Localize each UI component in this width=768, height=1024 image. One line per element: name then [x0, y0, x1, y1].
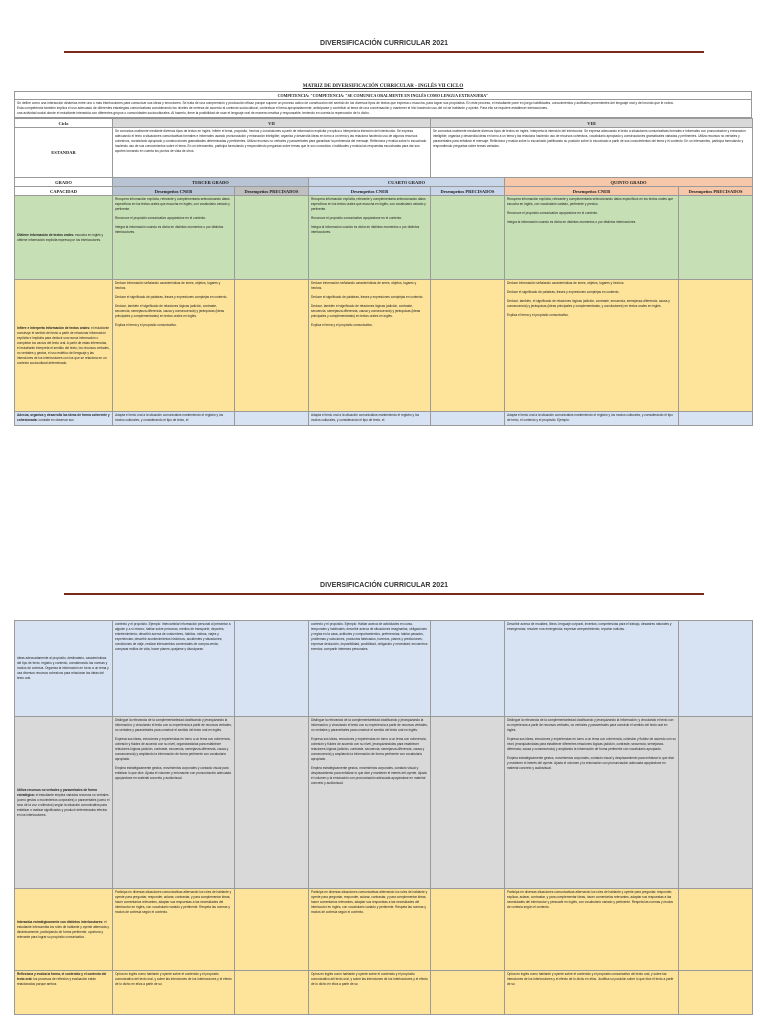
capacidad-6-title: Reflexiona y evalúa la forma, el contenido y el contexto del texto oral:: [17, 972, 107, 981]
grado-label: GRADO: [15, 178, 113, 187]
cap1-g3-item: Integra la información cuando es dicha en distintos momentos o por distintos interlocutores.: [115, 225, 224, 234]
grado-tercero: TERCER GRADO: [113, 178, 309, 187]
matrix-table: [14, 118, 753, 426]
cap4-g5-item: Expresa sus ideas, emociones y experiencias en torno a un tema con coherencia, cohesión y fluidez de acuerdo con su nivel, jerarquizándolas para establecer diferentes relaciones lógicas (adición, contraste, secuencia, semejanza-diferencia, causa y consecuencia) y ampliando la información de forma pertinente con vocabulario apropiado.: [507, 737, 676, 751]
cap2-g3-item: Deduce el significado de palabras, frases y expresiones complejas en contexto.: [115, 295, 228, 299]
cap2-g5-item: Deduce el significado de palabras, frases y expresiones complejas en contexto.: [507, 290, 620, 294]
cap1-g3-item: Recupera información explícita, relevante y complementaria seleccionando datos específicos en los textos orales que escucha en inglés, con vocabulario variado y pertinente.: [115, 197, 230, 211]
cap5-g4-cneb: Participa en diversas situaciones comunicativas alternando los roles de hablante y oyente para preguntar, responder, aclarar, contrastar, y para complementar ideas, hacer comentarios relevantes, adaptar sus respuestas a las necesidades del interlocutor en inglés, con vocabulario variado y pertinente. Respeta las normas y modos de cortesía según el contexto.: [309, 889, 431, 971]
capacidad-1: [15, 196, 113, 280]
capacidad-6: [15, 971, 113, 1015]
cap4-g3-precisados: [235, 717, 309, 889]
cap4-g4-item: Expresa sus ideas, emociones y experiencias en torno a un tema con coherencia, cohesión y fluidez de acuerdo con su nivel, jerarquizándolas para establecer relaciones lógicas (adición, contraste, secuencia, semejanza-diferencia, causa y consecuencia) y ampliando la información de forma pertinente con vocabulario apropiado.: [311, 737, 427, 761]
cap5-g5-precisados: [679, 889, 753, 971]
cap3-g4-cneb: Adapta el texto oral a la situación comunicativa manteniendo el registro y los modos culturales, y considerando el tipo de texto, el: [309, 412, 431, 426]
matrix-title: MATRIZ DE DIVERSIFICACIÓN CURRICULAR - INGLÉS VII CICLO: [302, 84, 464, 89]
cap4-g4-cneb: [309, 717, 431, 889]
cap3-g4-precisados: [431, 412, 505, 426]
capacidad-4: [15, 717, 113, 889]
document-page-2: [0, 512, 768, 1024]
desempenos-precisados-g4: Desempeños PRECISADOS: [431, 187, 505, 196]
cap6-g3-precisados: [235, 971, 309, 1015]
capacidad-6-desc: los procesos de reflexión y evaluación están relacionados porque ambos: [17, 977, 96, 986]
capacidad-4-desc: el estudiante emplea variados recursos no verbales (como gestos o movimientos corporales) o paraverbales (como el tono de la voz o silencios) según la situación comunicativa para enfatizar o matizar significados y producir determinados efectos en los interlocutores.: [17, 792, 110, 817]
cap5-g4-precisados: [431, 889, 505, 971]
cap1-g3-precisados: [235, 196, 309, 280]
cap3-g3-cneb: Adapta el texto oral a la situación comunicativa manteniendo el registro y los modos culturales, y considerando el tipo de texto, el: [113, 412, 235, 426]
cap2-g5-item: Explica el tema y el propósito comunicativo.: [507, 313, 569, 317]
ciclo-label: Ciclo: [15, 119, 113, 128]
capacidad-3-cont: ideas adecuadamente al propósito, destinatario, características del tipo de texto, registro y contexto, considerando las normas y modos de cortesía. Organiza la información en torno a un tema y usa diversos recursos cohesivos para relacionar las ideas del texto oral.: [15, 621, 113, 717]
desempenos-precisados-g5: Desempeños PRECISADOS: [679, 187, 753, 196]
capacidad-label: CAPACIDAD: [15, 187, 113, 196]
cap1-g5-cneb: [505, 196, 679, 280]
desempenos-precisados-g3: Desempeños PRECISADOS: [235, 187, 309, 196]
cap3-g5-precisados: [679, 412, 753, 426]
cap2-g4-cneb: [309, 280, 431, 412]
cap2-g3-item: Deduce información señalando características de seres, objetos, lugares y hechos.: [115, 281, 221, 290]
intro-paragraph-2: Esta competencia también implica el uso adecuado de diferentes estrategias comunicativas considerando los niveles de certeza de acuerdo al contexto sociocultural, contextuar el tema apropiadamente, anticiparse y contribuir al tema de una conversación y mantener el hilo haciendo uso del rol de hablante y oyente. Para ello se requiere establecer interacciones.: [17, 106, 548, 110]
desempenos-cneb-g3: Desempeños CNEB: [113, 187, 235, 196]
capacidad-2-title: Infiere e interpreta información de textos orales:: [17, 325, 91, 330]
cap6-g5-cneb: Opina en inglés como hablante y oyente sobre el contenido y el propósito comunicativo del texto oral, y sobre las intenciones de los interlocutores y el efecto de lo dicho en ellos. Justifica su posición sobre lo que dice el texto a partir de su: [505, 971, 679, 1015]
capacidad-1-title: Obtiene información de textos orales:: [17, 232, 75, 237]
page-header: DIVERSIFICACIÓN CURRICULAR 2021: [320, 582, 448, 589]
cap2-g4-item: Deduce, también el significado de relaciones lógicas (adición, contraste, secuencia, semejanza-diferencia, causa y consecuencia) y jerárquicas (ideas principales y complementarias) en textos orales en inglés.: [311, 304, 421, 318]
estandar-vii: Se comunica oralmente mediante diversos tipos de textos en inglés. Infiere el tema, propósito, hechos y conclusiones a partir de información explícita y explica o interpreta la intención del interlocutor. Se expresa adecuando el texto a situaciones comunicativas formales e informales usando pronunciación y entonación inteligible; organiza y desarrolla ideas en torno a un tema y las relaciona haciendo uso de algunos recursos cohesivos, vocabulario apropiado y construcciones gramaticales determinadas y pertinentes. Utiliza recursos no verbales y paraverbales para garantizar la pertinencia del mensaje. Reflexiona y evalúa sobre lo escuchado haciendo uso de sus conocimientos sobre el tema. En un intercambio, participa formulando y respondiendo preguntas sobre temas que le son conocidos o habituales y evalúa las respuestas escuchadas para dar sus aportes tomando en cuenta los puntos de vista de otros.: [113, 128, 431, 178]
capacidad-3: [15, 412, 113, 426]
intro-paragraph-3: una actividad social donde el estudiante interactúa con diferentes grupos o comunidades socioculturales. Al hacerlo, tiene la posibilidad de usar el lenguaje oral de manera creativa y responsable, teniendo en cuenta la repercusión de lo dicho.: [17, 111, 370, 115]
cap6-g4-cneb: Opina en inglés como hablante y oyente sobre el contenido y el propósito comunicativo del texto oral, y sobre las intenciones de los interlocutores y el efecto de lo dicho en ellos a partir de su: [309, 971, 431, 1015]
intro-paragraph-1: Se define como una interacción dinámica entre uno o más interlocutores para comunicar sus ideas y emociones. Se trata de una comprensión y producción eficaz porque supone un proceso activo de construcción del sentido de los diversos tipos de textos que expresa o escucha, para lograr sus propósitos. En este proceso, el estudiante pone en juego habilidades, conocimientos y actitudes provenientes del lenguaje oral y del mundo que le rodea.: [17, 101, 674, 105]
capacidad-3-title: Adecúa, organiza y desarrolla las ideas de forma coherente y cohesionada:: [17, 413, 110, 422]
cap3-g3-precisados-cont: [235, 621, 309, 717]
capacidad-3-desc: consiste en observar sus: [38, 418, 74, 422]
competency-title: COMPETENCIA: "COMPETENCIA: "SE COMUNICA ORALMENTE EN INGLÉS COMO LENGUA EXTRANJERA": [14, 91, 752, 100]
capacidad-5-title: Interactúa estratégicamente con distintos interlocutores:: [17, 919, 104, 924]
cap4-g5-item: Distingue la relevancia de la complementariedad clasificando y jerarquizando la información; y vinculando el texto con su experiencia a partir de recursos verbales, no verbales y paraverbales para construir el sentido del texto oral en inglés.: [507, 718, 674, 732]
capacidad-4-title: Utiliza recursos no verbales y paraverbales de forma estratégica:: [17, 787, 97, 797]
capacidad-5: [15, 889, 113, 971]
cap2-g5-cneb: [505, 280, 679, 412]
cap1-g4-item: Reconoce el propósito comunicativo apoyándose en el contexto.: [311, 216, 403, 220]
cap1-g3-cneb: [113, 196, 235, 280]
cap4-g3-item: Distingue la relevancia de la complementariedad clasificando y jerarquizando la información; y vinculando el texto con su experiencia a partir de recursos verbales, no verbales y paraverbales para construir el sentido del texto oral en inglés.: [115, 718, 232, 732]
cap2-g4-item: Explica el tema y el propósito comunicativo.: [311, 323, 373, 327]
cap3-g3-cneb-cont: contexto y el propósito. Ejemplo: Intercambiar información personal al presentar a alguien y a sí mismo; hablar sobre personas, medios de transporte, deportes, entretenimiento; describir acerca de costumbres, hábitos, rutinas, viajes y experiencias; describir acontecimientos históricos, accidentes y situaciones; condiciones de viaje, realizar intercambios comerciales de compra-venta; comparar estilos de vida, hacer planes; quejarse y disculparse.: [113, 621, 235, 717]
cap3-g4-cneb-cont: contexto y el propósito. Ejemplo: Hablar acerca de actividades en curso, temporales y habituales; describir acerca de situaciones imaginarias, obligaciones y reglas en la casa, actitudes y comportamientos, preferencias; hablar pasados, problemas y soluciones, productos fabricados, inventos, planes y predicciones; expresar deducción, imposibilidad, posibilidad, obligación y necesidad; encuentros eventos; compartir intereses personales.: [309, 621, 431, 717]
header-rule: [64, 51, 704, 53]
cap3-g5-cneb: Adapta el texto oral a la situación comunicativa manteniendo el registro y los modos culturales, y considerando el tipo de texto, el contexto y el propósito. Ejemplo:: [505, 412, 679, 426]
ciclo-viii: VIII: [431, 119, 753, 128]
ciclo-vii: VII: [113, 119, 431, 128]
cap3-g5-cneb-cont: Describir acerca de modales, libros, lenguaje corporal, inventos; competencias para el trabajo, desastres naturales y emergencias; resolver una emergencia; expresar arrepentimiento; reportar noticias.: [505, 621, 679, 717]
cap2-g3-cneb: [113, 280, 235, 412]
cap5-g3-cneb: Participa en diversas situaciones comunicativas alternando los roles de hablante y oyente para preguntar, responder, aclarar, contrastar, y para complementar ideas, hacer comentarios relevantes, adaptar sus respuestas a las necesidades del interlocutor en inglés, con vocabulario variado y pertinente. Respeta las normas y modos de cortesía según el contexto.: [113, 889, 235, 971]
cap4-g4-precisados: [431, 717, 505, 889]
cap5-g5-cneb: Participa en diversas situaciones comunicativas alternando los roles de hablante y oyente para preguntar, responder, explicar, aclarar, contrastar, y para complementar ideas, hacer comentarios relevantes, adaptar sus respuestas a las necesidades del interlocutor y persuadir en inglés, con vocabulario variado y pertinente. Respeta las normas y modos de cortesía según el contexto.: [505, 889, 679, 971]
cap2-g3-precisados: [235, 280, 309, 412]
capacidad-2: [15, 280, 113, 412]
cap4-g5-precisados: [679, 717, 753, 889]
capacidad-1-desc: escucha en inglés y obtiene información explícita expresa por los interlocutores.: [17, 232, 104, 242]
cap6-g3-cneb: Opina en inglés como hablante y oyente sobre el contenido y el propósito comunicativo del texto oral, y sobre las intenciones de los interlocutores y el efecto de lo dicho en ellos a partir de su: [113, 971, 235, 1015]
desempenos-cneb-g5: Desempeños CNEB: [505, 187, 679, 196]
cap4-g3-cneb: [113, 717, 235, 889]
cap1-g5-item: Integra la información cuando es dicha en distintos momentos o por distintos interlocutores.: [507, 220, 637, 224]
curriculum-matrix: [14, 84, 752, 426]
cap2-g5-item: Deduce información señalando características de seres, objetos, lugares y hechos.: [507, 281, 625, 285]
header-rule: [64, 593, 704, 595]
cap4-g3-item: Emplea estratégicamente gestos, movimientos corporales y contacto visual para enfatizar lo que dice. Ajusta el volumen y entonación con pronunciación adecuada apoyándose en material concreto y audiovisual.: [115, 766, 231, 780]
cap1-g5-item: Reconoce el propósito comunicativo apoyándose en el contexto.: [507, 211, 599, 215]
cap4-g4-item: Emplea estratégicamente gestos, movimientos corporales, contacto visual y desplazamiento para enfatizar lo que dice y mantener el interés del oyente. Ajusta el volumen y la entonación con pronunciación adecuada apoyándose en material concreto y audiovisual.: [311, 766, 427, 785]
cap4-g5-item: Emplea estratégicamente gestos, movimientos corporales, contacto visual y desplazamiento para enfatizar lo que dice y mantener el interés del oyente. Ajusta el volumen y la entonación con pronunciación adecuada apoyándose en material concreto y audiovisual.: [507, 756, 675, 770]
matrix-table-continued: [14, 620, 753, 1015]
estandar-label: ESTANDAR: [15, 128, 113, 178]
cap1-g4-item: Recupera información explícita, relevante y complementaria seleccionando datos específicos en los textos orales que escucha en inglés, con vocabulario variado y pertinente.: [311, 197, 426, 211]
cap1-g3-item: Reconoce el propósito comunicativo apoyándose en el contexto.: [115, 216, 207, 220]
cap3-g5-precisados-cont: [679, 621, 753, 717]
grado-cuarto: CUARTO GRADO: [309, 178, 505, 187]
capacidad-5-desc: el estudiante intercambia los roles de hablante y oyente alternada y dinámicamente, participando de forma pertinente, oportuna y relevante para lograr su propósito comunicativo.: [17, 919, 109, 939]
cap1-g4-cneb: [309, 196, 431, 280]
cap2-g5-precisados: [679, 280, 753, 412]
competency-description: [14, 100, 752, 118]
cap1-g4-precisados: [431, 196, 505, 280]
cap2-g4-item: Deduce el significado de palabras, frases y expresiones complejas en contexto.: [311, 295, 424, 299]
cap2-g3-item: Deduce, también el significado de relaciones lógicas (adición, contraste, secuencia, semejanza-diferencia, causa y consecuencia) y jerárquicas (ideas principales y complementarias) en textos orales en inglés.: [115, 304, 225, 318]
cap4-g4-item: Distingue la relevancia de la complementariedad clasificando y jerarquizando la información; y vinculando el texto con su experiencia a partir de recursos verbales, no verbales y paraverbales para construir el sentido del texto oral en inglés.: [311, 718, 428, 732]
cap2-g4-precisados: [431, 280, 505, 412]
cap2-g4-item: Deduce información señalando características de seres, objetos, lugares y hechos.: [311, 281, 417, 290]
estandar-viii: Se comunica oralmente mediante diversos tipos de textos en inglés. Interpreta la intención del interlocutor. Se expresa adecuando el texto a situaciones comunicativas formales e informales con pronunciación y entonación inteligible; organiza y desarrolla ideas en torno a un tema y las relaciona haciendo uso de recursos cohesivos, vocabulario apropiado y construcciones gramaticales variadas y pertinentes. Utiliza recursos no verbales y paraverbales para enfatizar el mensaje. Reflexiona y evalúa sobre lo escuchado justificando su posición sobre lo escuchado a partir de sus conocimientos del tema y el contexto. En un intercambio, participa formulando y respondiendo preguntas sobre temas variados.: [431, 128, 753, 178]
curriculum-matrix-continued: [14, 620, 752, 1015]
capacidad-2-desc: el estudiante construye el sentido del texto a partir de relacionar información explícita e implícita para deducir una nueva información o completar los vacíos del texto oral. A partir de estas inferencias, el estudiante interpreta el sentido del texto, los recursos verbales, no verbales y gestos, el uso estético del lenguaje y las intenciones de los interlocutores con los que se relaciona en un contexto sociocultural determinado.: [17, 325, 110, 365]
cap1-g4-item: Integra la información cuando es dicha en distintos momentos o por distintos interlocutores.: [311, 225, 420, 234]
cap1-g5-precisados: [679, 196, 753, 280]
cap4-g3-item: Expresa sus ideas, emociones y experiencias en torno a un tema con coherencia, cohesión y fluidez de acuerdo con su nivel, organizándolas para establecer relaciones lógicas (adición, contraste, secuencia, semejanza-diferencia, causa y consecuencia) y ampliando la información de forma pertinente con vocabulario apropiado.: [115, 737, 231, 761]
cap4-g5-cneb: [505, 717, 679, 889]
cap1-g5-item: Recupera información explícita, relevante y complementaria seleccionando datos específicos en los textos orales que escucha en inglés, con vocabulario variado, pertinente y preciso.: [507, 197, 674, 206]
desempenos-cneb-g4: Desempeños CNEB: [309, 187, 431, 196]
grado-quinto: QUINTO GRADO: [505, 178, 753, 187]
cap2-g5-item: Deduce, también, el significado de relaciones lógicas (adición, contraste, secuencia, semejanza-diferencia, causa y consecuencia) y jerárquicas (ideas principales y complementarias, y conclusiones) en textos orales en inglés.: [507, 299, 670, 308]
cap3-g3-precisados: [235, 412, 309, 426]
page-header: DIVERSIFICACIÓN CURRICULAR 2021: [320, 40, 448, 47]
cap2-g3-item: Explica el tema y el propósito comunicativo.: [115, 323, 177, 327]
cap3-g4-precisados-cont: [431, 621, 505, 717]
cap6-g4-precisados: [431, 971, 505, 1015]
cap5-g3-precisados: [235, 889, 309, 971]
cap6-g5-precisados: [679, 971, 753, 1015]
